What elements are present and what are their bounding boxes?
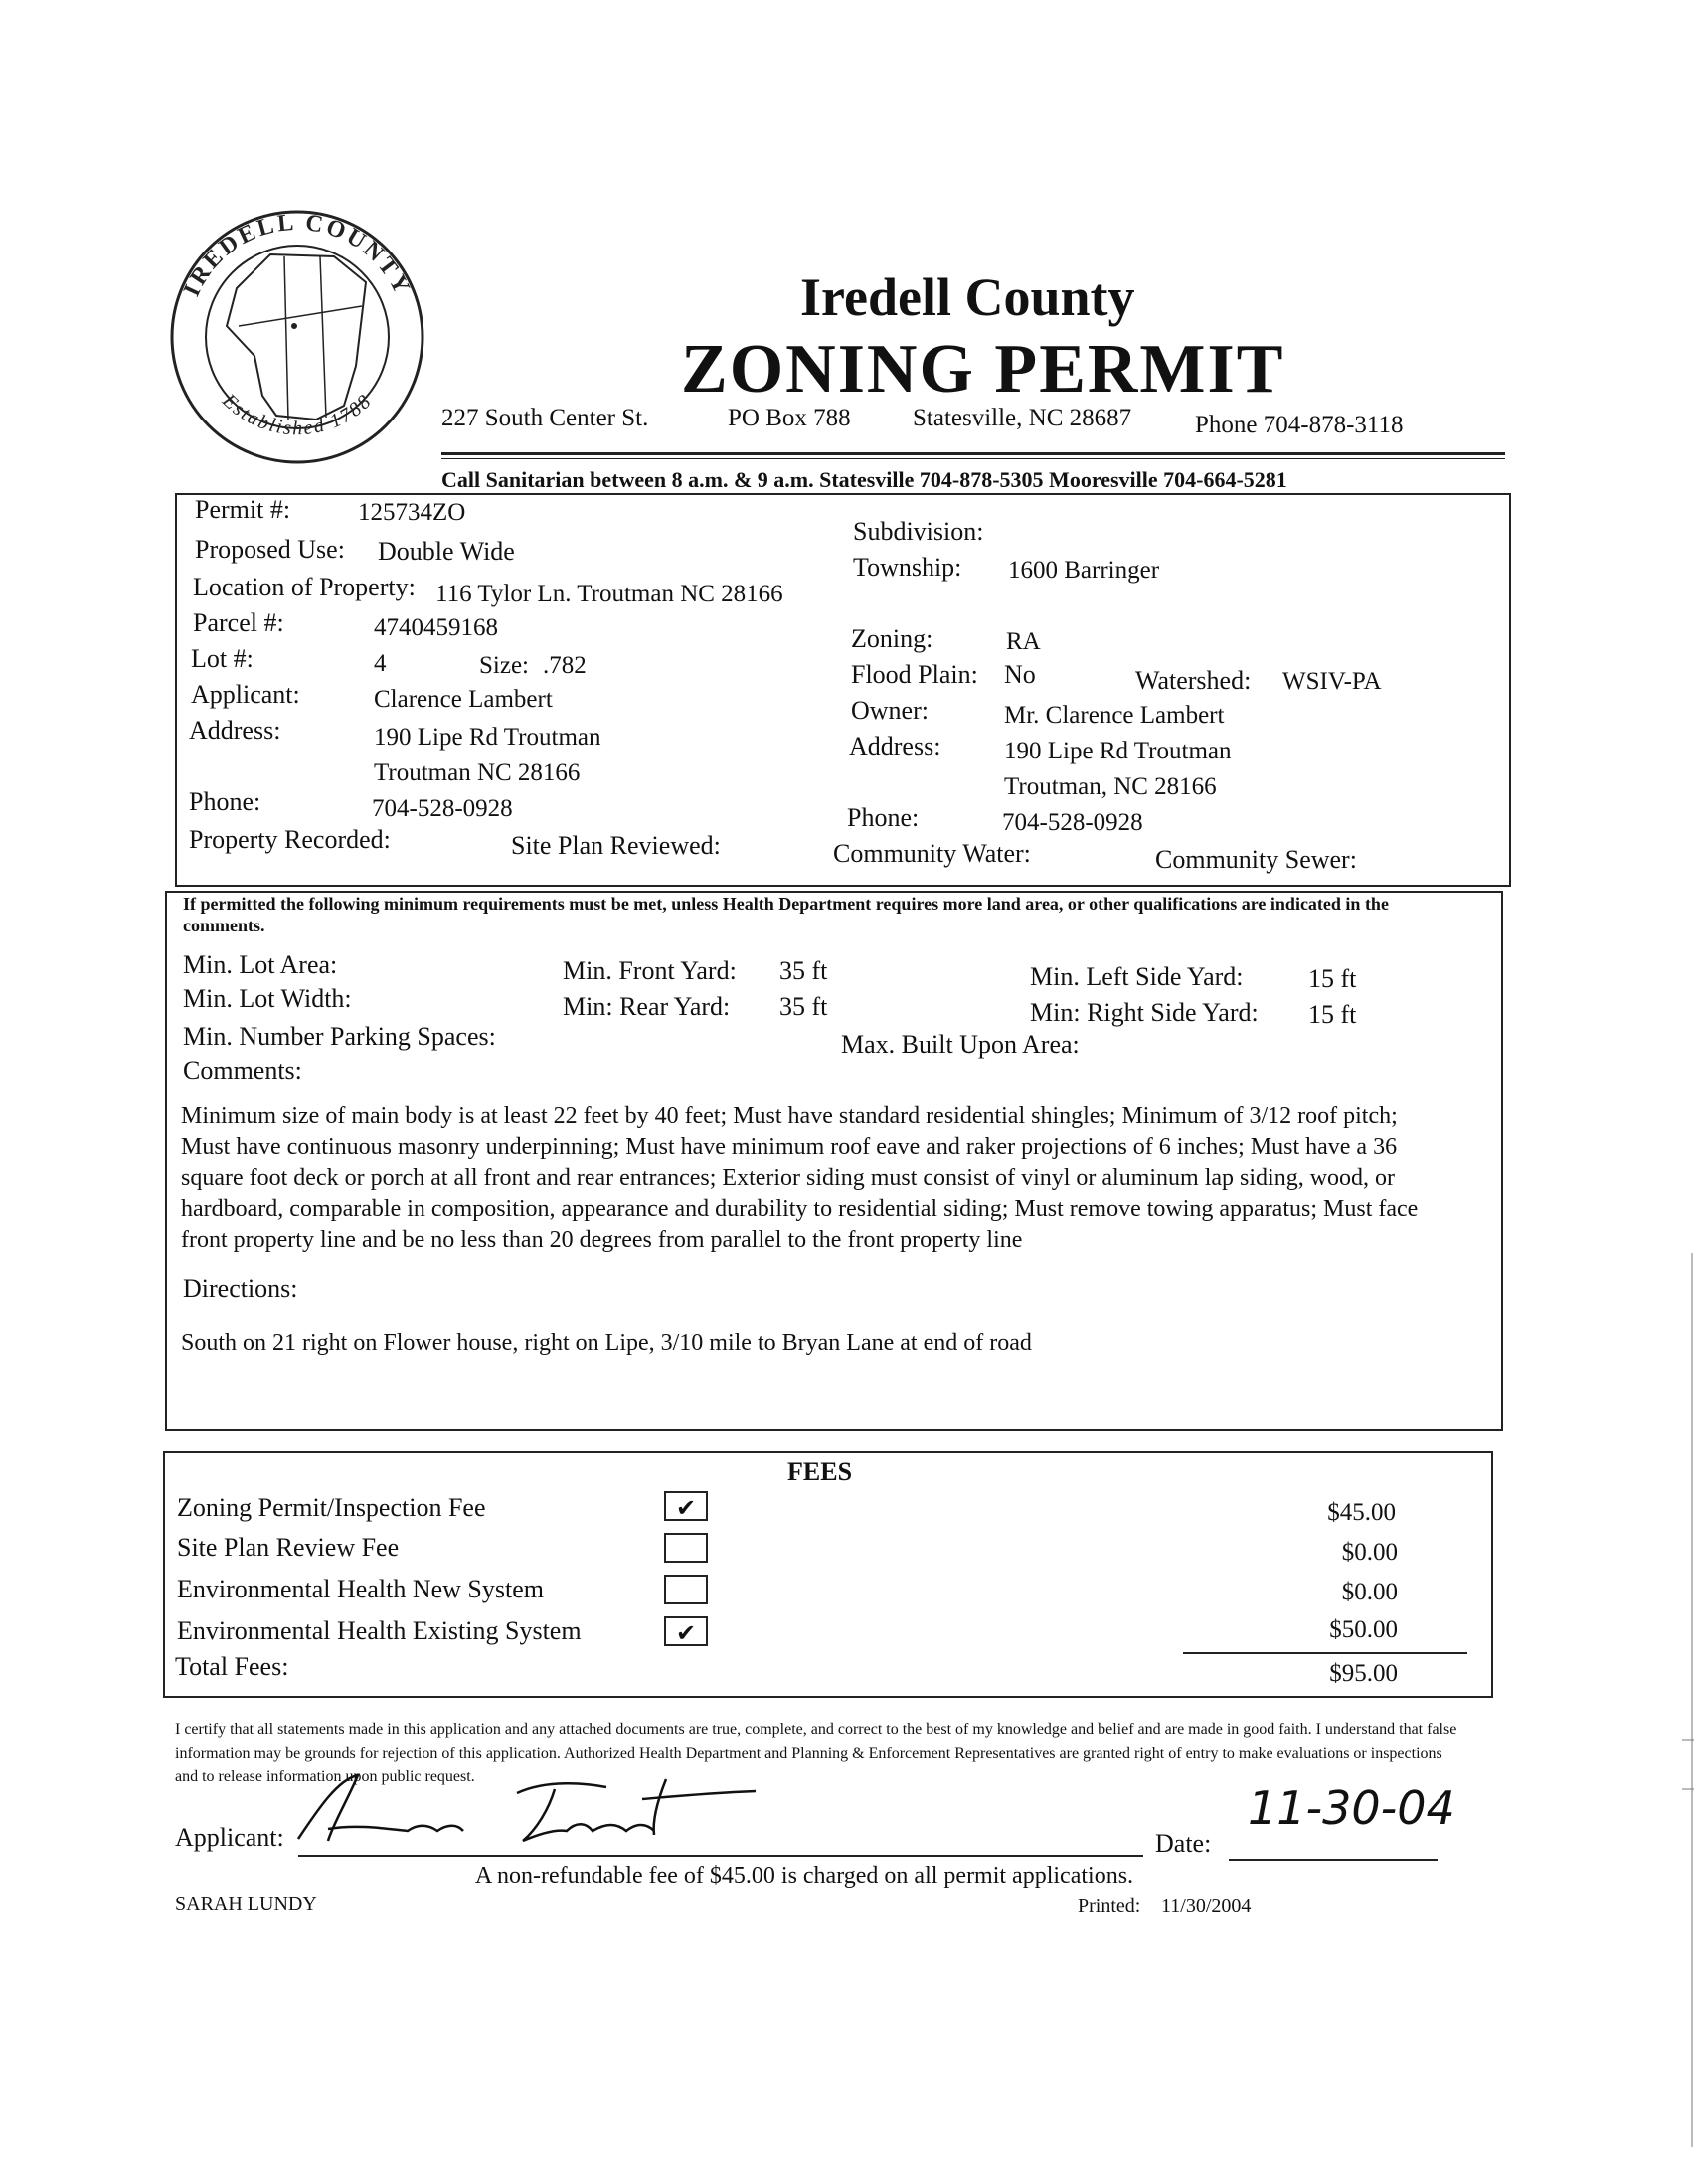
total-fees-value: $95.00 <box>1329 1660 1398 1687</box>
fee-checkbox[interactable]: ✔ <box>664 1616 708 1646</box>
owner-value: Mr. Clarence Lambert <box>1004 702 1225 729</box>
fee-notice: A non-refundable fee of $45.00 is charged on all permit applications. <box>475 1863 1134 1889</box>
parcel-value: 4740459168 <box>374 614 498 641</box>
header-rule <box>441 452 1505 455</box>
handwritten-date: 11-30-04 <box>1248 1781 1455 1835</box>
sanitarian-call-line: Call Sanitarian between 8 a.m. & 9 a.m. Statesville 704-878-5305 Mooresville 704-664-5281 <box>441 467 1287 492</box>
directions-label: Directions: <box>183 1274 298 1303</box>
zoning-value: RA <box>1006 628 1041 655</box>
min-parking-label: Min. Number Parking Spaces: <box>183 1022 496 1051</box>
signature-line <box>298 1855 1143 1857</box>
fee-amount: $50.00 <box>1329 1616 1398 1643</box>
proposed-use-label: Proposed Use: <box>195 535 345 564</box>
community-sewer-label: Community Sewer: <box>1155 845 1357 874</box>
lot-size-value: .782 <box>543 652 587 679</box>
certification-statement: I certify that all statements made in this application and any attached documents are true, complete, and correct to the best of my knowledge and belief and are made in good faith. I understand that false information may be grounds for rejection of this application. Authorized Health Department and Planning & Enforcement Representatives are granted right of entry to make evaluations or inspections and to release information upon public request. <box>175 1721 1457 1785</box>
printed-label: Printed: <box>1078 1895 1141 1917</box>
fee-label: Environmental Health New System <box>177 1575 544 1603</box>
office-phone: Phone 704-878-3118 <box>1195 412 1404 438</box>
front-yard-value: 35 ft <box>779 956 828 985</box>
left-side-yard-label: Min. Left Side Yard: <box>1030 962 1244 991</box>
proposed-use-value: Double Wide <box>378 537 515 566</box>
parcel-label: Parcel #: <box>193 608 284 637</box>
min-lot-width-label: Min. Lot Width: <box>183 984 352 1013</box>
applicant-phone-label: Phone: <box>189 787 261 816</box>
watershed-label: Watershed: <box>1135 666 1252 695</box>
date-line <box>1229 1859 1438 1861</box>
fee-amount: $45.00 <box>1327 1499 1396 1526</box>
date-label: Date: <box>1155 1829 1212 1858</box>
fee-label: Site Plan Review Fee <box>177 1533 400 1562</box>
applicant-signature <box>288 1769 785 1849</box>
site-plan-reviewed-label: Site Plan Reviewed: <box>511 831 721 860</box>
flood-plain-label: Flood Plain: <box>851 660 978 689</box>
applicant-signature-label: Applicant: <box>175 1823 284 1852</box>
zoning-label: Zoning: <box>851 624 933 653</box>
seal-top-text: IREDELL COUNTY <box>178 209 416 301</box>
fee-label: Zoning Permit/Inspection Fee <box>177 1493 486 1522</box>
front-yard-label: Min. Front Yard: <box>563 956 737 985</box>
svg-text:Established 1788 <box>218 389 377 439</box>
owner-phone-value: 704-528-0928 <box>1002 809 1143 836</box>
rear-yard-value: 35 ft <box>779 992 828 1021</box>
fee-amount: $0.00 <box>1341 1579 1398 1605</box>
seal-bottom-text: Established 1788 <box>218 389 377 440</box>
office-po-box: PO Box 788 <box>728 405 851 431</box>
lot-size-label: Size: <box>479 652 529 679</box>
applicant-label: Applicant: <box>191 680 300 709</box>
watershed-value: WSIV-PA <box>1282 668 1382 695</box>
printed-date: 11/30/2004 <box>1161 1895 1252 1917</box>
requirements-intro: If permitted the following minimum requirements must be met, unless Health Department requires more land area, or other qualifications are indicated in the comments. <box>183 894 1389 935</box>
document-title: ZONING PERMIT <box>681 331 1285 408</box>
fee-amount: $0.00 <box>1341 1539 1398 1566</box>
location-label: Location of Property: <box>193 573 416 601</box>
township-value: 1600 Barringer <box>1008 557 1160 584</box>
rear-yard-label: Min: Rear Yard: <box>563 992 731 1021</box>
office-street: 227 South Center St. <box>441 405 649 431</box>
community-water-label: Community Water: <box>833 839 1031 868</box>
clerk-name: SARAH LUNDY <box>175 1893 317 1915</box>
total-fees-label: Total Fees: <box>175 1652 289 1681</box>
owner-phone-label: Phone: <box>847 803 920 832</box>
fee-checkbox[interactable]: ✔ <box>664 1491 708 1521</box>
right-side-yard-label: Min: Right Side Yard: <box>1030 998 1259 1027</box>
fee-checkbox[interactable] <box>664 1533 708 1563</box>
comments-label: Comments: <box>183 1056 302 1085</box>
lot-value: 4 <box>374 650 387 677</box>
county-name: Iredell County <box>800 267 1135 327</box>
directions-text: South on 21 right on Flower house, right on Lipe, 3/10 mile to Bryan Lane at end of road <box>181 1330 1032 1356</box>
total-rule <box>1183 1652 1467 1654</box>
fee-label: Environmental Health Existing System <box>177 1616 582 1645</box>
header-rule-thin <box>441 458 1505 459</box>
location-value: 116 Tylor Ln. Troutman NC 28166 <box>435 581 783 607</box>
owner-label: Owner: <box>851 696 929 725</box>
owner-address-label: Address: <box>849 732 941 760</box>
scan-edge-marks <box>1682 1253 1694 2147</box>
fees-heading: FEES <box>787 1457 853 1486</box>
applicant-phone-value: 704-528-0928 <box>372 795 513 822</box>
min-lot-area-label: Min. Lot Area: <box>183 950 338 979</box>
property-recorded-label: Property Recorded: <box>189 825 391 854</box>
comments-clip <box>181 1101 1443 1264</box>
permit-number-label: Permit #: <box>195 495 291 524</box>
right-side-yard-value: 15 ft <box>1308 1000 1357 1029</box>
township-label: Township: <box>853 553 962 582</box>
max-built-area-label: Max. Built Upon Area: <box>841 1030 1080 1059</box>
subdivision-label: Subdivision: <box>853 517 984 546</box>
left-side-yard-value: 15 ft <box>1308 964 1357 993</box>
owner-address-line2: Troutman, NC 28166 <box>1004 773 1217 800</box>
fee-checkbox[interactable] <box>664 1575 708 1604</box>
applicant-address-line1: 190 Lipe Rd Troutman <box>374 724 601 751</box>
lot-label: Lot #: <box>191 644 254 673</box>
comments-text: Minimum size of main body is at least 22 feet by 40 feet; Must have standard residential shingles; Minimum of 3/12 roof pitch; Must have continuous masonry underpinning; Must have minimum roof eave and raker projections of 6 inches; Must have a 36 square foot deck or porch at all front and rear entrances; Exterior siding must consist of vinyl or aluminum lap siding, wood, or hardboard, comparable in composition, appearance and durability to residential siding; Must remove towing apparatus; Must face front property line and be no less than 20 degrees from parallel to the front property line <box>181 1103 1419 1253</box>
applicant-address-line2: Troutman NC 28166 <box>374 759 581 786</box>
owner-address-line1: 190 Lipe Rd Troutman <box>1004 738 1232 764</box>
flood-plain-value: No <box>1004 660 1036 689</box>
permit-number-value: 125734ZO <box>358 499 466 526</box>
applicant-address-label: Address: <box>189 716 281 745</box>
office-city: Statesville, NC 28687 <box>913 405 1132 431</box>
applicant-value: Clarence Lambert <box>374 686 553 713</box>
county-seal <box>167 207 427 467</box>
